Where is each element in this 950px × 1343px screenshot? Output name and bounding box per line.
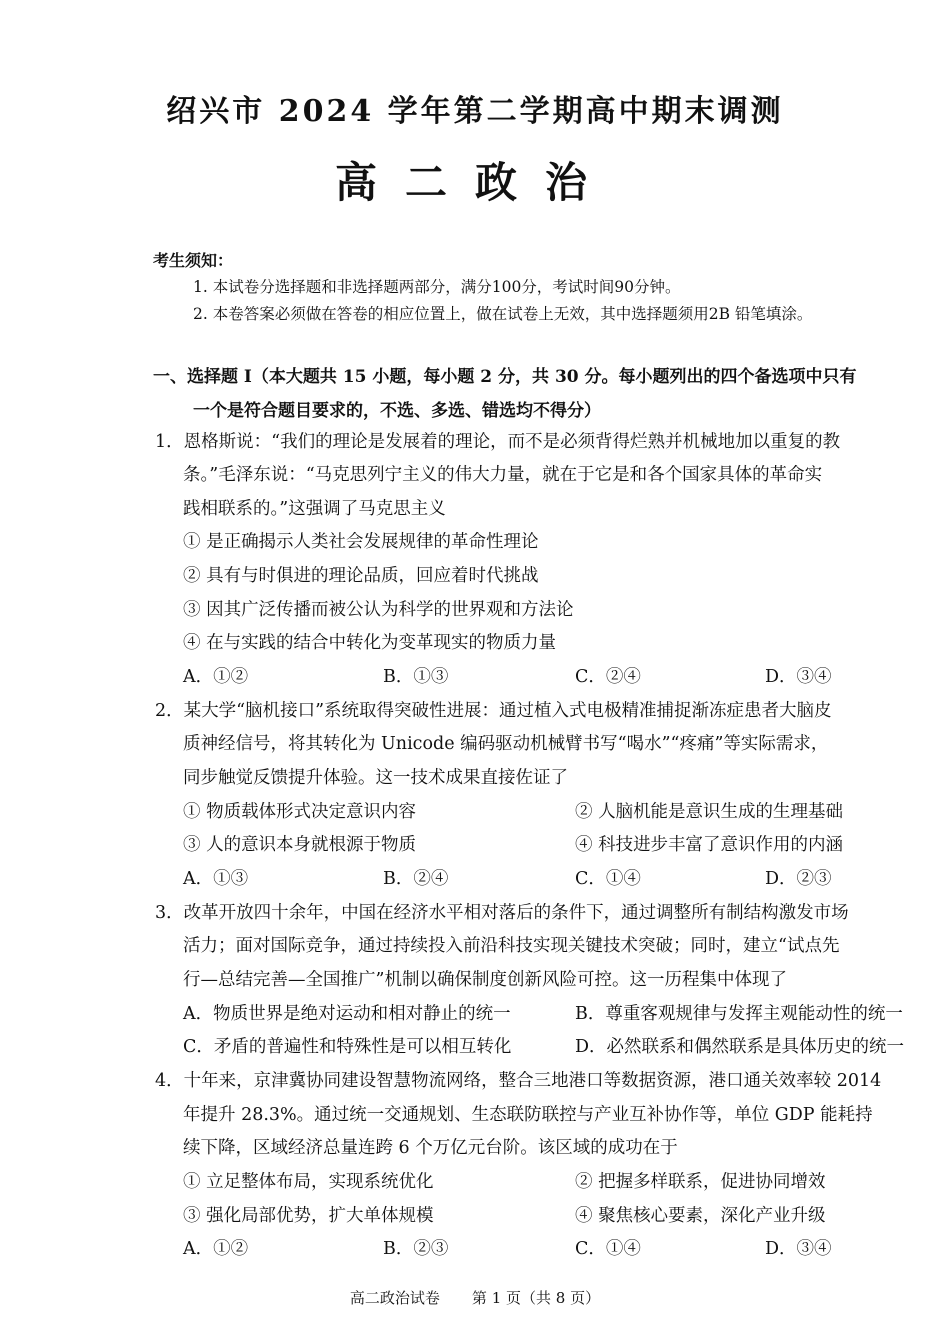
section-heading-cont: 一个是符合题目要求的，不选、多选、错选均不得分） bbox=[193, 401, 601, 421]
question-3-option-c: C．矛盾的普遍性和特殊性是可以相互转化 bbox=[183, 1037, 512, 1057]
question-2-option-a: A．①③ bbox=[183, 869, 249, 889]
question-4-option-b: B．②③ bbox=[383, 1239, 449, 1259]
question-1-stem: 1．恩格斯说：“我们的理论是发展着的理论，而不是必须背得烂熟并机械地加以重复的教 bbox=[155, 432, 841, 452]
page-footer bbox=[0, 1287, 950, 1308]
question-3-stem: 行—总结完善—全国推广”机制以确保制度创新风险可控。这一历程集中体现了 bbox=[183, 970, 787, 990]
question-2-item: ② 人脑机能是意识生成的生理基础 bbox=[575, 802, 844, 822]
question-2-option-b: B．②④ bbox=[383, 869, 449, 889]
notice-heading: 考生须知： bbox=[153, 251, 234, 270]
question-1-option-b: B．①③ bbox=[383, 667, 449, 687]
question-2-item: ③ 人的意识本身就根源于物质 bbox=[183, 835, 417, 855]
question-3-option-d: D．必然联系和偶然联系是具体历史的统一 bbox=[575, 1037, 905, 1057]
question-2-option-c: C．①④ bbox=[575, 869, 641, 889]
question-3-stem: 活力；面对国际竞争，通过持续投入前沿科技实现关键技术突破；同时，建立“试点先 bbox=[183, 936, 840, 956]
question-2-item: ④ 科技进步丰富了意识作用的内涵 bbox=[575, 835, 844, 855]
question-1-option-a: A．①② bbox=[183, 667, 249, 687]
question-4-item: ② 把握多样联系，促进协同增效 bbox=[575, 1172, 826, 1192]
question-1-item: ① 是正确揭示人类社会发展规律的革命性理论 bbox=[183, 532, 539, 552]
exam-title: 绍兴市 2024 学年第二学期高中期末调测 bbox=[166, 94, 784, 129]
question-4-option-a: A．①② bbox=[183, 1239, 249, 1259]
notice-item: 1. 本试卷分选择题和非选择题两部分，满分100分，考试时间90分钟。 bbox=[193, 278, 681, 296]
question-2-option-d: D．②③ bbox=[765, 869, 832, 889]
question-1-option-c: C．②④ bbox=[575, 667, 641, 687]
footer-page-number: 第 1 页（共 8 页） bbox=[471, 1289, 601, 1307]
question-4-stem: 年提升 28.3%。通过统一交通规划、生态联防联控与产业互补协作等，单位 GDP 能耗持 bbox=[183, 1105, 873, 1125]
question-2-stem: 质神经信号，将其转化为 Unicode 编码驱动机械臂书写“喝水”“疼痛”等实际需求， bbox=[183, 734, 829, 754]
question-4-item: ④ 聚焦核心要素，深化产业升级 bbox=[575, 1206, 826, 1226]
question-4-item: ① 立足整体布局，实现系统优化 bbox=[183, 1172, 434, 1192]
question-3-stem: 3．改革开放四十余年，中国在经济水平相对落后的条件下，通过调整所有制结构激发市场 bbox=[155, 903, 849, 923]
question-3-option-a: A．物质世界是绝对运动和相对静止的统一 bbox=[183, 1004, 511, 1024]
notice-item: 2. 本卷答案必须做在答卷的相应位置上，做在试卷上无效，其中选择题须用2B 铅笔填涂。 bbox=[193, 305, 813, 323]
question-1-stem: 践相联系的。”这强调了马克思主义 bbox=[183, 499, 446, 519]
question-1-option-d: D．③④ bbox=[765, 667, 832, 687]
section-heading: 一、选择题 I（本大题共 15 小题，每小题 2 分，共 30 分。每小题列出的四个备选项中只有 bbox=[153, 367, 857, 387]
question-1-stem: 条。”毛泽东说：“马克思列宁主义的伟大力量，就在于它是和各个国家具体的革命实 bbox=[183, 465, 823, 485]
question-1-item: ④ 在与实践的结合中转化为变革现实的物质力量 bbox=[183, 633, 557, 653]
question-4-option-d: D．③④ bbox=[765, 1239, 832, 1259]
question-4-option-c: C．①④ bbox=[575, 1239, 641, 1259]
question-2-item: ① 物质载体形式决定意识内容 bbox=[183, 802, 417, 822]
footer-paper-name: 高二政治试卷 bbox=[349, 1289, 440, 1307]
question-2-stem: 2．某大学“脑机接口”系统取得突破性进展：通过植入式电极精准捕捉渐冻症患者大脑皮 bbox=[155, 701, 832, 721]
question-1-item: ③ 因其广泛传播而被公认为科学的世界观和方法论 bbox=[183, 600, 574, 620]
question-4-item: ③ 强化局部优势，扩大单体规模 bbox=[183, 1206, 434, 1226]
question-2-stem: 同步触觉反馈提升体验。这一技术成果直接佐证了 bbox=[183, 768, 568, 788]
subject-title: 高二政治 bbox=[334, 158, 615, 207]
question-1-item: ② 具有与时俱进的理论品质，回应着时代挑战 bbox=[183, 566, 539, 586]
question-4-stem: 4．十年来，京津冀协同建设智慧物流网络，整合三地港口等数据资源，港口通关效率较 2014 bbox=[155, 1071, 882, 1091]
question-3-option-b: B．尊重客观规律与发挥主观能动性的统一 bbox=[575, 1004, 903, 1024]
question-4-stem: 续下降，区域经济总量连跨 6 个万亿元台阶。该区域的成功在于 bbox=[183, 1138, 678, 1158]
